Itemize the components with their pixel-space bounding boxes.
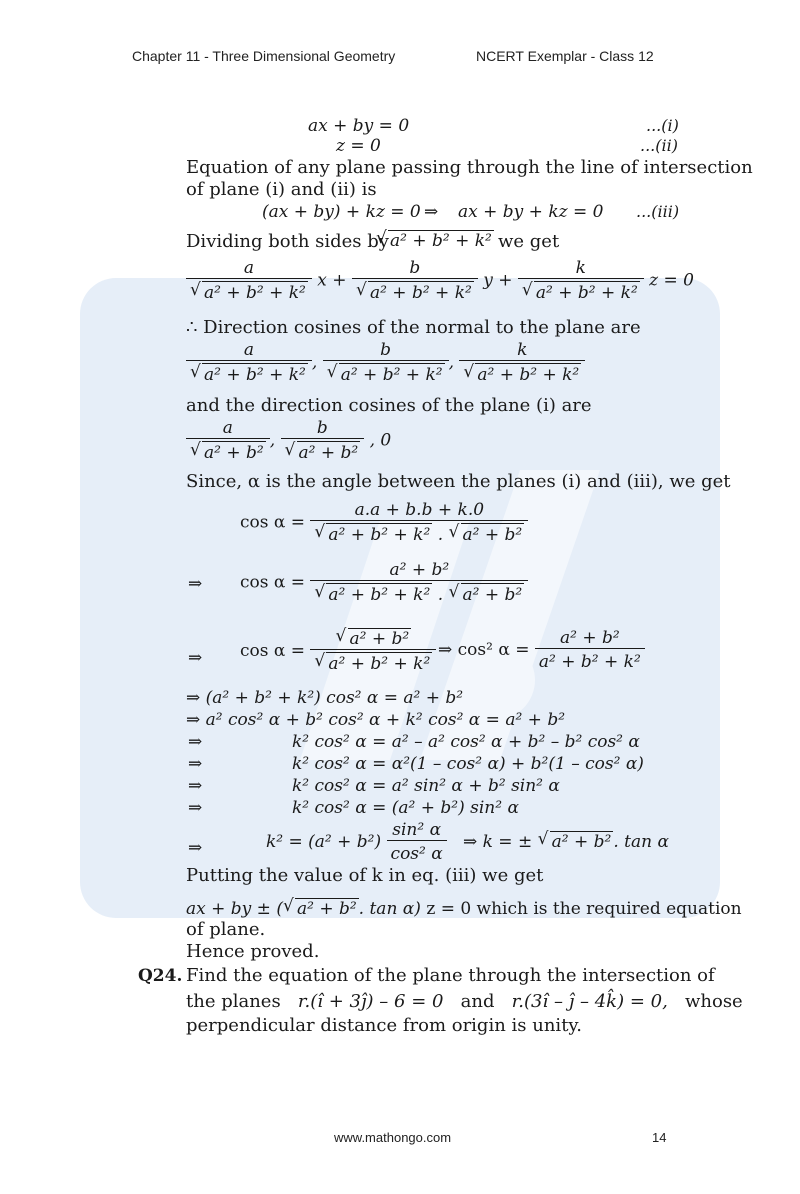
text-line: and the direction cosines of the plane (i) are	[186, 395, 592, 416]
step-2: ⇒ a² cos² α + b² cos² α + k² cos² α = a² + b²	[186, 710, 566, 730]
implies: ⇒	[188, 798, 203, 818]
chapter-title: Chapter 11 - Three Dimensional Geometry	[132, 48, 396, 64]
step-6: k² cos² α = (a² + b²) sin² α	[292, 798, 519, 818]
question-text: the planes r.(î + 3ĵ) – 6 = 0 and r.(3î – ĵ – 4k̂) = 0, whose	[186, 991, 743, 1012]
cos-squared-alpha: ⇒ cos² α = $\frac{\text{a² + b²}}{\text{a² + b² + k²}}$	[438, 628, 645, 673]
eq-3-right: ax + by + kz = 0	[458, 202, 604, 222]
implies: ⇒	[188, 732, 203, 752]
step-7: k² = (a² + b²) $\frac{\text{sin² α}}{\text{cos² α}}$ ⇒ k = ± √ a² + b² . tan α	[266, 820, 669, 865]
eq-1-tag: ...(i)	[646, 116, 679, 135]
text-line: of plane.	[186, 919, 266, 940]
question-text: Find the equation of the plane through the intersection of	[186, 965, 715, 986]
text-line: Hence proved.	[186, 941, 320, 962]
eq-1: ax + by = 0	[308, 116, 410, 136]
implies: ⇒	[188, 648, 203, 668]
implies: ⇒	[188, 754, 203, 774]
eq-3-left: (ax + by) + kz = 0	[262, 202, 421, 222]
question-text: perpendicular distance from origin is unity.	[186, 1015, 582, 1036]
eq-3-tag: ...(iii)	[636, 202, 680, 221]
text-line: Equation of any plane passing through the line of intersection	[186, 157, 753, 178]
direction-cosines-plane: a √ a² + b² , b √ a² + b² , 0	[186, 418, 391, 464]
footer-site: www.mathongo.com	[334, 1130, 452, 1145]
implies: ⇒	[424, 202, 439, 222]
question-label: Q24.	[138, 966, 183, 986]
implies: ⇒	[188, 838, 203, 858]
text-line: ∴ Direction cosines of the normal to the plane are	[186, 317, 641, 338]
cos-alpha-1: cos α = a.a + b.b + k.0 √ a² + b² + k² . √ a² + b²	[240, 500, 528, 546]
text-line: Since, α is the angle between the planes (i) and (iii), we get	[186, 471, 731, 492]
page-number: 14	[652, 1130, 667, 1145]
text-line: of plane (i) and (ii) is	[186, 179, 377, 200]
text-line: Putting the value of k in eq. (iii) we get	[186, 865, 544, 886]
cos-alpha-2: cos α = a² + b² √ a² + b² + k² . √ a² + b²	[240, 560, 528, 606]
implies: ⇒	[188, 574, 203, 594]
eq-2: z = 0	[336, 136, 381, 156]
text-line: we get	[498, 231, 560, 252]
step-4: k² cos² α = α²(1 – cos² α) + b²(1 – cos² α)	[292, 754, 644, 774]
step-3: k² cos² α = a² – a² cos² α + b² – b² cos² α	[292, 732, 640, 752]
direction-cosines-normal: a √ a² + b² + k² , b √ a² + b² + k² , k √ a² + b² + k²	[186, 340, 585, 386]
eq-2-tag: ...(ii)	[640, 136, 678, 155]
sqrt-expr: √ a² + b² + k²	[376, 230, 494, 251]
step-5: k² cos² α = a² sin² α + b² sin² α	[292, 776, 560, 796]
step-1: ⇒ (a² + b² + k²) cos² α = a² + b²	[186, 688, 464, 708]
implies: ⇒	[188, 776, 203, 796]
normalized-eq: a √ a² + b² + k² x + b √ a² + b² + k² y + k √ a² + b² + k² z = 0	[186, 258, 694, 304]
cos-alpha-3: cos α = √ a² + b² √ a² + b² + k²	[240, 628, 436, 675]
final-equation: ax + by ± (√ a² + b² . tan α) z = 0 which is the required equation	[186, 898, 742, 919]
book-title: NCERT Exemplar - Class 12	[476, 48, 654, 64]
text-line: Dividing both sides by	[186, 231, 389, 252]
